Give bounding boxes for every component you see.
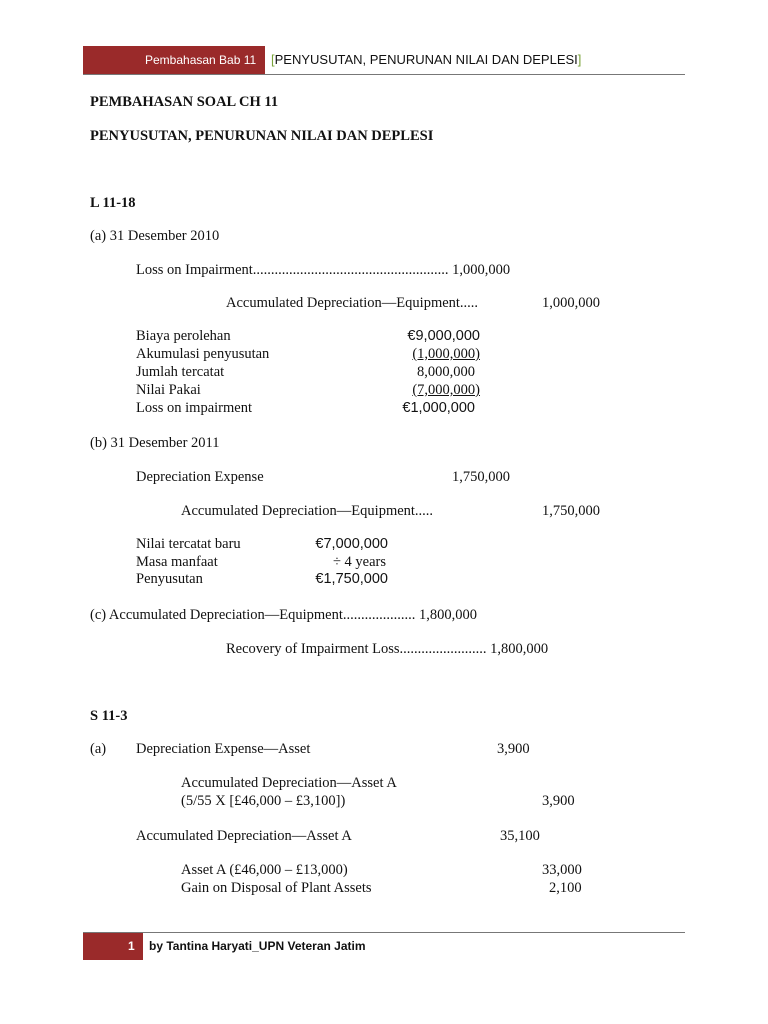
part-a-debit-line: Loss on Impairment...................................................... 1,000,000	[136, 262, 511, 278]
calc-b-label: Nilai tercatat baru	[136, 536, 241, 552]
section-label-s113: S 11-3	[90, 708, 128, 724]
part-c-debit-line: (c) Accumulated Depreciation—Equipment.................... 1,800,000	[90, 607, 477, 623]
header-title-text: PENYUSUTAN, PENURUNAN NILAI DAN DEPLESI	[274, 52, 578, 67]
entry2-credit1-amount: 33,000	[542, 862, 582, 878]
calc-a-value: (1,000,000)	[412, 346, 480, 362]
entry2-credit1-account: Asset A (£46,000 – £13,000)	[181, 862, 348, 878]
calc-b-label: Masa manfaat	[136, 554, 218, 570]
entry1-credit-amount: 3,900	[542, 793, 575, 809]
entry2-debit-amount: 35,100	[500, 828, 540, 844]
footer-divider	[83, 932, 685, 933]
entry2-debit-account: Accumulated Depreciation—Asset A	[136, 828, 352, 844]
footer-author: by Tantina Haryati_UPN Veteran Jatim	[149, 939, 366, 953]
calc-a-value: €9,000,000	[407, 328, 480, 344]
page-heading: PEMBAHASAN SOAL CH 11	[90, 94, 279, 110]
header-bracket-open: [	[271, 52, 275, 67]
header-title	[271, 52, 581, 67]
part-b-credit-amount: 1,750,000	[542, 503, 600, 519]
part-b-credit-account: Accumulated Depreciation—Equipment.....	[181, 503, 434, 519]
part-b-date: (b) 31 Desember 2011	[90, 435, 220, 451]
footer-page-number: 1	[128, 939, 135, 953]
entry1-debit-account: Depreciation Expense—Asset	[136, 741, 311, 757]
calc-a-label: Loss on impairment	[136, 400, 252, 416]
calc-b-value: €7,000,000	[315, 536, 388, 552]
entry1-credit-account: Accumulated Depreciation—Asset A	[181, 775, 397, 791]
entry2-credit2-amount: 2,100	[549, 880, 582, 896]
entry1-credit-note: (5/55 X [£46,000 – £3,100])	[181, 793, 346, 809]
header-bracket-close: ]	[577, 52, 582, 67]
part-a-credit-account: Accumulated Depreciation—Equipment.....	[226, 295, 479, 311]
part-a-date: (a) 31 Desember 2010	[90, 228, 220, 244]
part-c-credit-line: Recovery of Impairment Loss........................ 1,800,000	[226, 641, 549, 657]
part-a-marker: (a)	[90, 741, 107, 757]
calc-a-label: Nilai Pakai	[136, 382, 201, 398]
part-a-credit-amount: 1,000,000	[542, 295, 600, 311]
calc-a-label: Biaya perolehan	[136, 328, 231, 344]
calc-a-value: (7,000,000)	[412, 382, 480, 398]
page-subheading: PENYUSUTAN, PENURUNAN NILAI DAN DEPLESI	[90, 128, 434, 144]
calc-b-value: ÷ 4 years	[332, 554, 386, 570]
header-chapter-label: Pembahasan Bab 11	[145, 53, 257, 67]
entry2-credit2-account: Gain on Disposal of Plant Assets	[181, 880, 372, 896]
header-divider	[83, 74, 685, 75]
calc-a-value: €1,000,000	[402, 400, 475, 416]
calc-b-value: €1,750,000	[315, 571, 388, 587]
part-b-debit-account: Depreciation Expense	[136, 469, 264, 485]
calc-a-label: Akumulasi penyusutan	[136, 346, 270, 362]
calc-a-value: 8,000,000	[417, 364, 475, 380]
section-label-l1118: L 11-18	[90, 195, 136, 211]
calc-a-label: Jumlah tercatat	[136, 364, 225, 380]
calc-b-label: Penyusutan	[136, 571, 203, 587]
part-b-debit-amount: 1,750,000	[452, 469, 510, 485]
entry1-debit-amount: 3,900	[497, 741, 530, 757]
